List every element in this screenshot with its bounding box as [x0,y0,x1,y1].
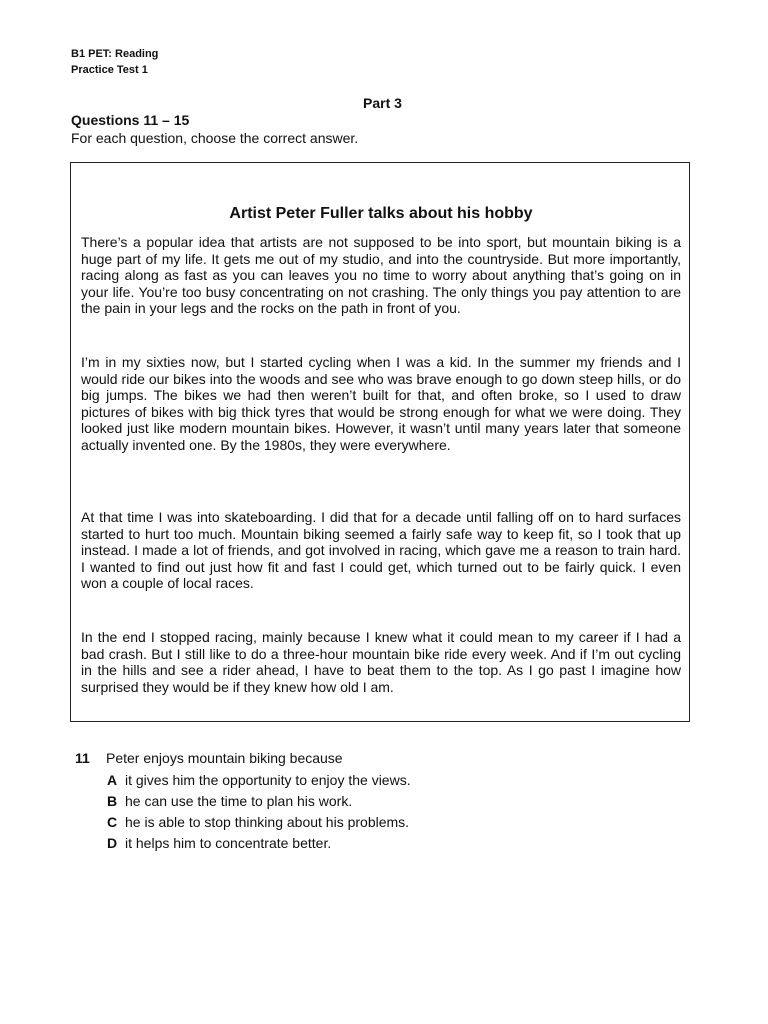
article-paragraph-1: There’s a popular idea that artists are not supposed to be into sport, but mountain biking is a huge part of my life. It gets me out of my studio, and into the countryside. But more importantly, racing along as fast as you can leaves you no time to worry about anything that’s going on in your life. You’re too busy concentrating on not crashing. The only things you pay attention to are the pain in your legs and the rocks on the path in front of you. [81,234,681,316]
option-text: it gives him the opportunity to enjoy the views. [125,772,411,788]
option-b[interactable] [107,793,352,809]
test-subtitle: Practice Test 1 [71,64,148,76]
option-text: it helps him to concentrate better. [125,835,332,851]
option-letter: B [107,793,118,809]
option-letter: C [107,814,118,830]
questions-range: Questions 11 – 15 [71,112,190,128]
part-title: Part 3 [363,95,402,111]
question-stem: Peter enjoys mountain biking because [106,750,343,766]
instructions: For each question, choose the correct answer. [71,130,359,146]
option-c[interactable] [107,814,409,830]
option-text: he is able to stop thinking about his problems. [125,814,410,830]
option-letter: D [107,835,118,851]
test-title: B1 PET: Reading [71,48,159,60]
article-title: Artist Peter Fuller talks about his hobby [229,205,533,222]
option-d[interactable] [107,835,331,851]
option-text: he can use the time to plan his work. [125,793,353,809]
question-number: 11 [75,750,90,766]
article-paragraph-4: In the end I stopped racing, mainly because I knew what it could mean to my career if I had a bad crash. But I still like to do a three-hour mountain bike ride every week. And if I’m out cycling in the hills and see a rider ahead, I have to beat them to the top. As I go past I imagine how surprised they would be if they knew how old I am. [81,629,681,695]
article-box [70,162,690,722]
option-letter: A [107,772,118,788]
option-a[interactable] [107,772,411,788]
article-paragraph-3: At that time I was into skateboarding. I did that for a decade until falling off on to hard surfaces started to hurt too much. Mountain biking seemed a fairly safe way to keep fit, so I took that up instead. I made a lot of friends, and got involved in racing, which gave me a reason to train hard. I wanted to find out just how fit and fast I could get, which turned out to be fairly quick. I even won a couple of local races. [81,509,681,591]
article-paragraph-2: I’m in my sixties now, but I started cycling when I was a kid. In the summer my friends and I would ride our bikes into the woods and see who was brave enough to go down steep hills, or do big jumps. The bikes we had then weren’t built for that, and often broke, so I used to draw pictures of bikes with big thick tyres that would be strong enough for what we were doing. They looked just like modern mountain bikes. However, it wasn’t until many years later that someone actually invented one. By the 1980s, they were everywhere. [81,354,681,453]
